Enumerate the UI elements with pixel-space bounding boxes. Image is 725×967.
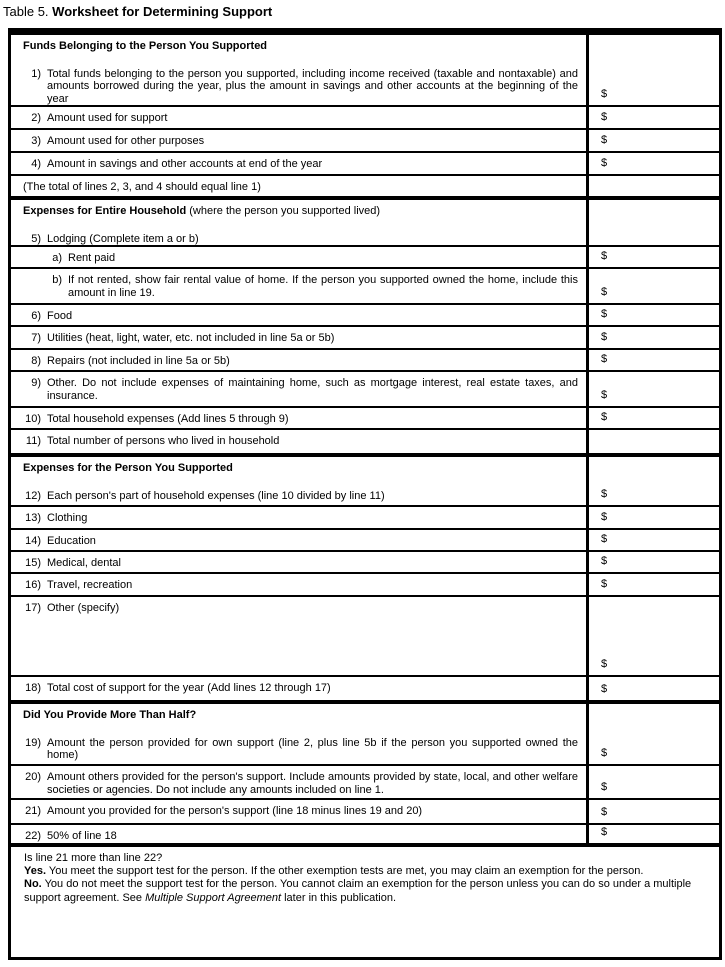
line-text-cell [11,408,586,428]
amount-cell [586,35,719,105]
line-number: 18) [25,682,41,694]
line-text: Amount used for support [47,112,168,124]
line-item [11,766,578,796]
line-text-cell [11,153,586,174]
line-text-cell [11,305,586,325]
amount-cell [586,677,719,700]
dollar-sign: $ [601,780,608,793]
line-number: 15) [25,557,41,569]
line-text: Each person's part of household expenses (line 10 divided by line 11) [47,489,385,502]
worksheet-row [11,245,719,267]
no-text: You do not meet the support test for the person. You cannot claim an exemption for the person unless you can do so under a multiple support agreement. See [24,878,692,904]
no-text-after: later in this publication. [284,891,397,904]
worksheet-row [11,406,719,428]
dollar-sign: $ [601,487,608,500]
worksheet-row [11,675,719,700]
dollar-sign: $ [601,388,608,401]
dollar-sign: $ [601,156,608,169]
amount-cell [586,327,719,348]
line-text: Other (specify) [47,602,120,614]
line-text: Amount the person provided for own support (line 2, plus line 5b if the person you supported owned the home) [47,736,578,761]
section-heading-text: Did You Provide More Than Half? [23,709,197,721]
line-number: 4) [31,158,41,170]
line-item [11,233,578,246]
amount-cell [586,800,719,823]
amount-cell [586,269,719,303]
amount-cell [586,247,719,267]
worksheet-row [11,798,719,823]
line-text-cell [11,107,586,128]
amount-cell [586,305,719,325]
line-item [11,408,578,426]
line-text: Utilities (heat, light, water, etc. not included in line 5a or 5b) [47,332,335,344]
line-text: Travel, recreation [47,579,133,591]
worksheet-row [11,348,719,370]
line-text: Other. Do not include expenses of maintaining home, such as mortgage interest, real estate taxes, and insurance. [47,377,578,402]
line-text-cell [11,825,586,843]
worksheet-row [11,196,719,245]
line-text: Amount used for other purposes [47,135,205,147]
line-text: Amount you provided for the person's support (line 18 minus lines 19 and 20) [47,805,423,817]
amount-cell [586,507,719,528]
line-item [11,305,578,323]
amount-cell [586,574,719,595]
line-number: 9) [31,377,41,389]
publication-reference: Multiple Support Agreement [145,891,282,904]
line-number: 22) [25,830,41,842]
worksheet-row [11,325,719,348]
line-text-cell [11,200,586,245]
line-number: 7) [31,332,41,344]
line-item [11,490,578,503]
line-text-cell [11,530,586,550]
line-item [11,800,578,818]
line-text: Total household expenses (Add lines 5 through 9) [47,413,289,425]
line-number: a) [52,252,62,264]
dollar-sign: $ [601,352,608,365]
section-heading-text: Funds Belonging to the Person You Supported [23,40,268,52]
line-item [11,269,578,299]
dollar-sign: $ [601,110,608,123]
worksheet-row [11,31,719,105]
line-number: 6) [31,310,41,322]
line-item [11,247,578,265]
section-heading-text: Expenses for Entire Household [23,205,187,217]
amount-cell [586,766,719,798]
line-text: Repairs (not included in line 5a or 5b) [47,355,230,367]
worksheet-row [11,700,719,764]
amount-cell [586,597,719,675]
section-heading-suffix: (where the person you supported lived) [186,205,381,217]
line-text-cell [11,800,586,823]
table-title [3,4,272,19]
dollar-sign: $ [601,657,608,670]
line-number: 3) [31,135,41,147]
line-number: 21) [25,805,41,817]
line-text: 50% of line 18 [47,830,117,842]
line-text-cell [11,457,586,505]
line-text-cell [11,574,586,595]
line-text-cell [11,35,586,105]
section-heading [11,457,578,475]
amount-cell [586,107,719,128]
line-number: 2) [31,112,41,124]
amount-cell [586,825,719,843]
amount-cell [586,457,719,505]
line-text: Total number of persons who lived in household [47,435,280,447]
worksheet-row [11,823,719,843]
amount-cell [586,130,719,151]
section-heading-text: Expenses for the Person You Supported [23,462,233,474]
line-text-cell [11,430,586,453]
dollar-sign: $ [601,410,608,423]
dollar-sign: $ [601,285,608,298]
line-item [11,677,578,695]
line-item [11,574,578,592]
line-text-cell [11,327,586,348]
line-number: 12) [25,489,41,502]
amount-cell [586,153,719,174]
footer-yes-line [24,865,709,878]
line-text-cell [11,766,586,798]
line-item [11,597,578,615]
dollar-sign: $ [601,805,608,818]
amount-cell [586,408,719,428]
line-text: Clothing [47,512,88,524]
line-text-cell [11,597,586,675]
line-number: 5) [31,232,41,245]
line-text: If not rented, show fair rental value of home. If the person you supported owned the home, include this amount in line 19. [68,274,578,299]
section-heading [11,200,578,218]
line-text: Medical, dental [47,557,121,569]
worksheet-row [11,105,719,128]
line-item [11,350,578,368]
line-number: 14) [25,535,41,547]
amount-cell [586,430,719,453]
dollar-sign: $ [601,307,608,320]
amount-cell [586,372,719,406]
line-number: 17) [25,602,41,614]
line-item [11,372,578,402]
line-text: Rent paid [68,252,116,264]
worksheet-row [11,550,719,572]
line-item [11,530,578,548]
worksheet-row [11,151,719,174]
dollar-sign: $ [601,682,608,695]
line-number: b) [52,274,62,286]
support-worksheet-table [8,28,722,960]
line-item [11,107,578,125]
line-number: 20) [25,771,41,783]
line-text: Amount others provided for the person's support. Include amounts provided by state, local, and other welfare societies or agencies. Do not include any amounts included on line 1. [47,771,578,796]
line-item [11,737,578,762]
dollar-sign: $ [601,532,608,545]
dollar-sign: $ [601,554,608,567]
line-item [11,825,578,843]
dollar-sign: $ [601,825,608,838]
line-number: 13) [25,512,41,524]
line-text-cell [11,372,586,406]
line-text: Amount in savings and other accounts at end of the year [47,158,323,170]
dollar-sign: $ [601,133,608,146]
dollar-sign: $ [601,330,608,343]
worksheet-row [11,370,719,406]
worksheet-row [11,128,719,151]
worksheet-row [11,428,719,453]
line-number: 11) [25,435,41,447]
footer-no-line [24,878,709,904]
line-number: 19) [25,736,41,749]
worksheet-row [11,174,719,196]
line-text-cell [11,704,586,764]
no-label: No. [24,878,42,891]
line-number: 16) [25,579,41,591]
worksheet-row [11,453,719,505]
section-heading [11,35,578,53]
footer-note [11,843,719,905]
amount-cell [586,552,719,572]
line-number: 8) [31,355,41,367]
line-text-cell [11,507,586,528]
worksheet-row [11,267,719,303]
dollar-sign: $ [601,249,608,262]
dollar-sign: $ [601,577,608,590]
line-text-cell [11,677,586,700]
line-item [11,130,578,148]
line-text-cell [11,269,586,303]
line-item [11,552,578,570]
line-text-cell [11,552,586,572]
line-text: Food [47,310,73,322]
line-number: 1) [31,67,41,80]
line-text: Total cost of support for the year (Add lines 12 through 17) [47,682,331,694]
note-text: (The total of lines 2, 3, and 4 should equal line 1) [23,181,261,193]
amount-cell [586,176,719,196]
line-text: Total funds belonging to the person you supported, including income received (taxable and nontaxable) and amounts borrowed during the year, plus the amount in savings and other accounts at the beginning of the year [47,67,578,105]
worksheet-row [11,572,719,595]
amount-cell [586,530,719,550]
worksheet-row [11,528,719,550]
table-title-text: Worksheet for Determining Support [52,4,273,19]
line-item [11,430,578,448]
line-item [11,153,578,171]
yes-text: You meet the support test for the person. If the other exemption tests are met, you may claim an exemption for the person. [48,865,644,878]
section-heading [11,704,578,722]
line-text: Education [47,535,96,547]
table-number: Table 5. [3,4,49,19]
line-text: Lodging (Complete item a or b) [47,232,199,245]
yes-label: Yes. [24,865,47,878]
line-item [11,327,578,345]
dollar-sign: $ [601,87,608,100]
line-text-cell [11,176,586,196]
dollar-sign: $ [601,510,608,523]
amount-cell [586,200,719,245]
footer-question: Is line 21 more than line 22? [24,852,163,864]
worksheet-row [11,595,719,675]
line-item [11,68,578,106]
line-number: 10) [25,413,41,425]
worksheet-row [11,303,719,325]
line-text-cell [11,247,586,267]
dollar-sign: $ [601,746,608,759]
worksheet-row [11,764,719,798]
amount-cell [586,704,719,764]
line-text-cell [11,130,586,151]
amount-cell [586,350,719,370]
line-text-cell [11,350,586,370]
worksheet-row [11,505,719,528]
line-item [11,507,578,525]
